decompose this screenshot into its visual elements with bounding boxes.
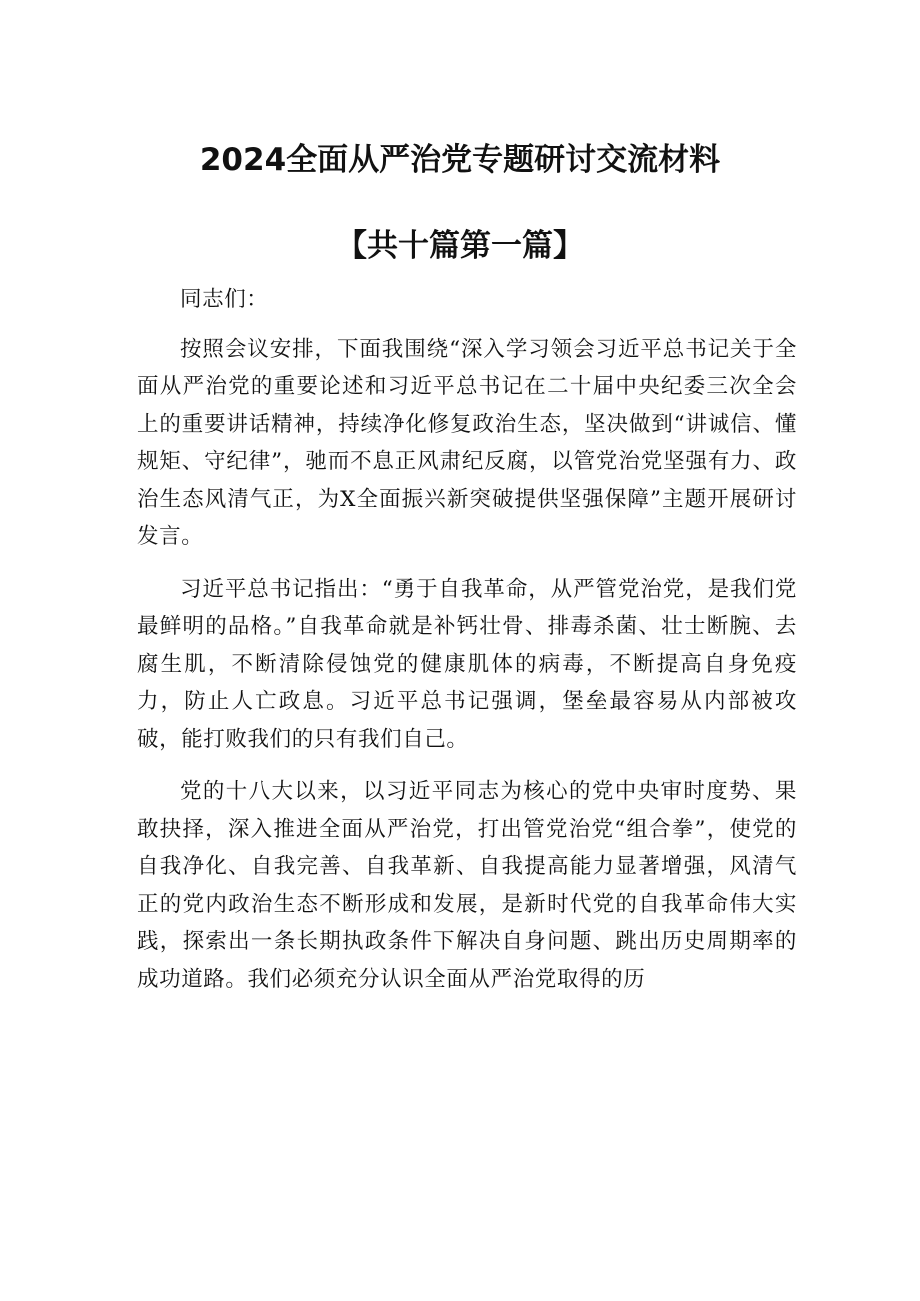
- document-title: 2024全面从严治党专题研讨交流材料: [199, 142, 721, 178]
- paragraph-3: 党的十八大以来，以习近平同志为核心的党中央审时度势、果敢抉择，深入推进全面从严治党，打出管党治党“组合拳”，使党的自我净化、自我完善、自我革新、自我提高能力显著增强，风清气正的党内政治生态不断形成和发展，是新时代党的自我革命伟大实践，探索出一条长期执政条件下解决自身问题、跳出历史周期率的成功道路。我们必须充分认识全面从严治党取得的历: [137, 779, 797, 992]
- paragraph-1: 按照会议安排，下面我围绕“深入学习领会习近平总书记关于全面从严治党的重要论述和习近平总书记在二十届中央纪委三次全会上的重要讲话精神，持续净化修复政治生态，坚决做到“讲诚信、懂规矩、守纪律”，驰而不息正风肃纪反腐，以管党治党坚强有力、政治生态风清气正，为X全面振兴新突破提供坚强保障”主题开展研讨发言。: [137, 336, 797, 549]
- paragraph-2: 习近平总书记指出：“勇于自我革命，从严管党治党，是我们党最鲜明的品格。”自我革命就是补钙壮骨、排毒杀菌、壮士断腕、去腐生肌，不断清除侵蚀党的健康肌体的病毒，不断提高自身免疫力，防止人亡政息。习近平总书记强调，堡垒最容易从内部被攻破，能打败我们的只有我们自己。: [137, 576, 797, 752]
- document-subtitle: 【共十篇第一篇】: [336, 228, 584, 264]
- document-body: [137, 281, 797, 998]
- salutation: 同志们：: [180, 287, 269, 312]
